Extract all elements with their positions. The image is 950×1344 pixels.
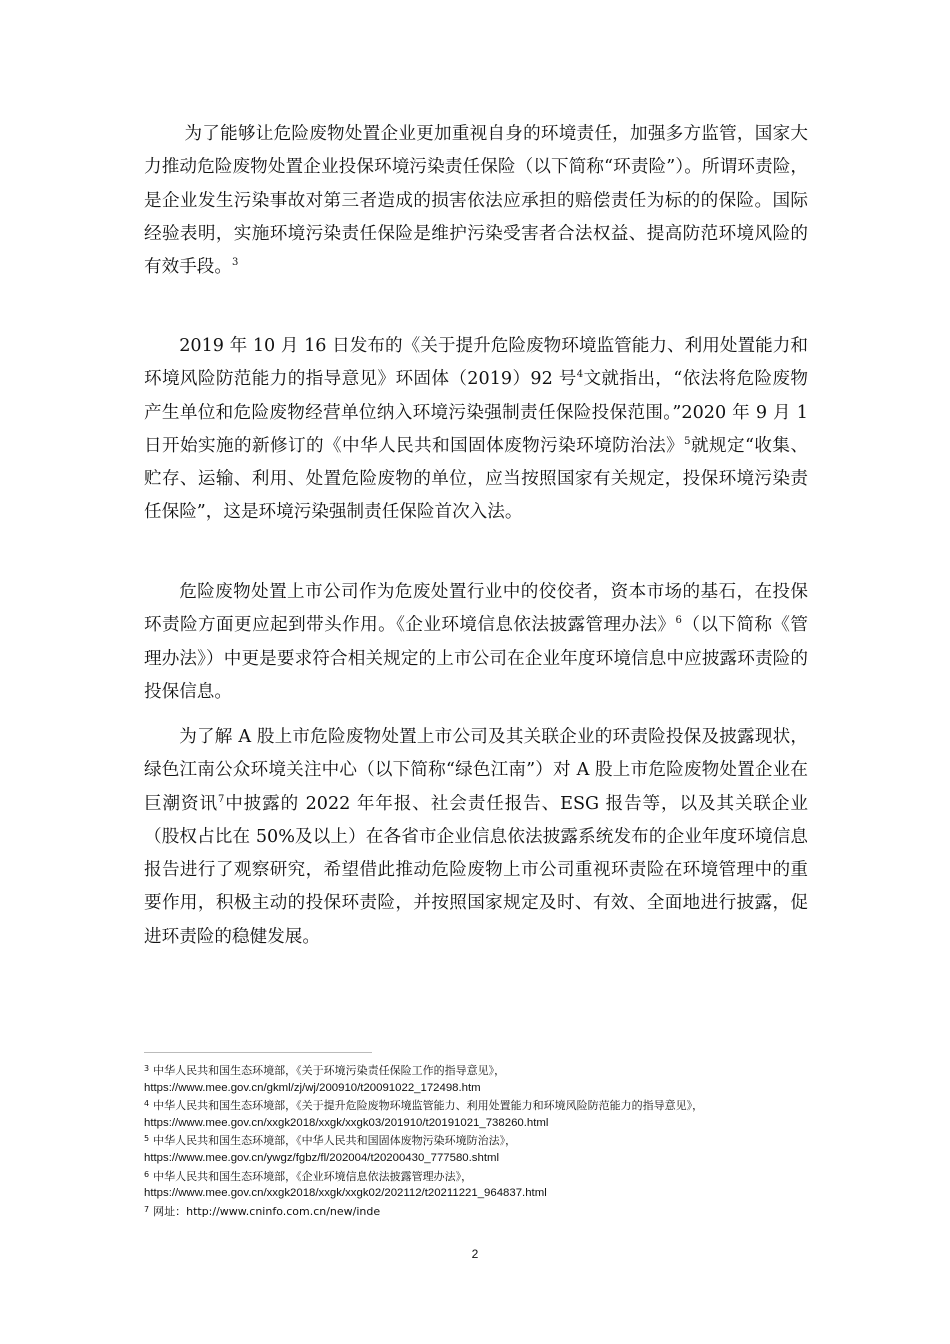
footnote-ref-3[interactable]: 3 [231,257,239,269]
page-number: 2 [471,1247,479,1261]
paragraph-text: 中披露的 2022 年年报、社会责任报告、ESG 报告等，以及其关联企业（股权占比在 50%及以上）在各省市企业信息依法披露系统发布的企业年度环境信息报告进行了观察研究，希望借此推动危险废物上市公司重视环责险在环境管理中的重要作用，积极主动的投保环责险，并按照国家规定及时、有效、全面地进行披露，促进环责险的稳健发展。 [144,793,808,947]
paragraph-text: （以下简称《管理办法》）中更是要求符合相关规定的上市公司在企业年度环境信息中应披露环责险的投保信息。 [144,615,808,702]
footnote-text[interactable]: 网址：http://www.cninfo.com.cn/new/inde [153,1204,381,1218]
footnote-5 [144,1131,814,1166]
paragraph-text: 文就指出，“依法将危险废物产生单位和危险废物经营单位纳入环境污染强制责任保险投保范围。”2020 年 9 月 1 日开始实施的新修订的《中华人民共和国固体废物污染环境防治法》 [144,369,808,456]
paragraph-text: 2019 年 10 月 16 日发布的《关于提升危险废物环境监管能力、利用处置能力和环境风险防范能力的指导意见》环固体（2019）92 号 [144,336,808,390]
footnote-text: 中华人民共和国生态环境部，《企业环境信息依法披露管理办法》， [153,1169,473,1183]
footnote-7 [144,1202,814,1221]
footnote-4 [144,1096,814,1131]
footnote-text: 中华人民共和国生态环境部，《中华人民共和国固体废物污染环境防治法》， [153,1134,517,1148]
footnote-mark: 7 [144,1204,150,1214]
footnote-link[interactable]: https://www.mee.gov.cn/xxgk2018/xxgk/xxgk02/202112/t20211221_964837.html [144,1187,547,1200]
footnote-mark: 4 [144,1099,150,1109]
footnote-link[interactable]: https://www.mee.gov.cn/gkml/zj/wj/200910/t20091022_172498.htm [144,1081,481,1094]
footnote-separator [144,1052,372,1053]
footnote-mark: 3 [144,1064,150,1073]
body-paragraph-4 [144,721,808,954]
footnote-ref-7[interactable]: 7 [217,793,225,805]
footnote-3 [144,1061,814,1096]
footnote-ref-6[interactable]: 6 [675,615,682,627]
paragraph-text: 就规定“收集、贮存、运输、利用、处置危险废物的单位，应当按照国家有关规定，投保环境污染责任保险”，这是环境污染强制责任保险首次入法。 [144,435,808,523]
footnote-link[interactable]: https://www.mee.gov.cn/ywgz/fgbz/fl/202004/t20200430_777580.shtml [144,1151,500,1164]
footnote-text: 中华人民共和国生态环境部，《关于环境污染责任保险工作的指导意见》， [153,1064,506,1077]
body-paragraph-2 [144,330,808,530]
footnote-6 [144,1167,814,1202]
footnote-ref-5[interactable]: 5 [684,435,691,447]
footnote-mark: 5 [144,1134,150,1144]
paragraph-text: 危险废物处置上市公司作为危废处置行业中的佼佼者，资本市场的基石，在投保环责险方面更应起到带头作用。《企业环境信息依法披露管理办法》 [144,582,808,636]
footnotes [144,1061,814,1220]
paragraph-text: 为了解 A 股上市危险废物处置上市公司及其关联企业的环责险投保及披露现状，绿色江南公众环境关注中心（以下简称“绿色江南”）对 A 股上市危险废物处置企业在巨潮资讯 [144,727,808,814]
body-paragraph-1 [144,118,808,284]
footnote-mark: 6 [144,1169,150,1179]
footnote-ref-4[interactable]: 4 [576,369,584,381]
body-paragraph-3 [144,576,808,709]
footnote-link[interactable]: https://www.mee.gov.cn/xxgk2018/xxgk/xxgk03/201910/t20191021_738260.html [144,1116,549,1129]
paragraph-text: 为了能够让危险废物处置企业更加重视自身的环境责任，加强多方监管，国家大力推动危险废物处置企业投保环境污染责任保险（以下简称“环责险”）。所谓环责险，是企业发生污染事故对第三者造成的损害依法应承担的赔偿责任为标的的保险。国际经验表明，实施环境污染责任保险是维护污染受害者合法权益、提高防范环境风险的有效手段。 [144,124,808,278]
footnote-text: 中华人民共和国生态环境部，《关于提升危险废物环境监管能力、利用处置能力和环境风险防范能力的指导意见》， [153,1099,704,1113]
